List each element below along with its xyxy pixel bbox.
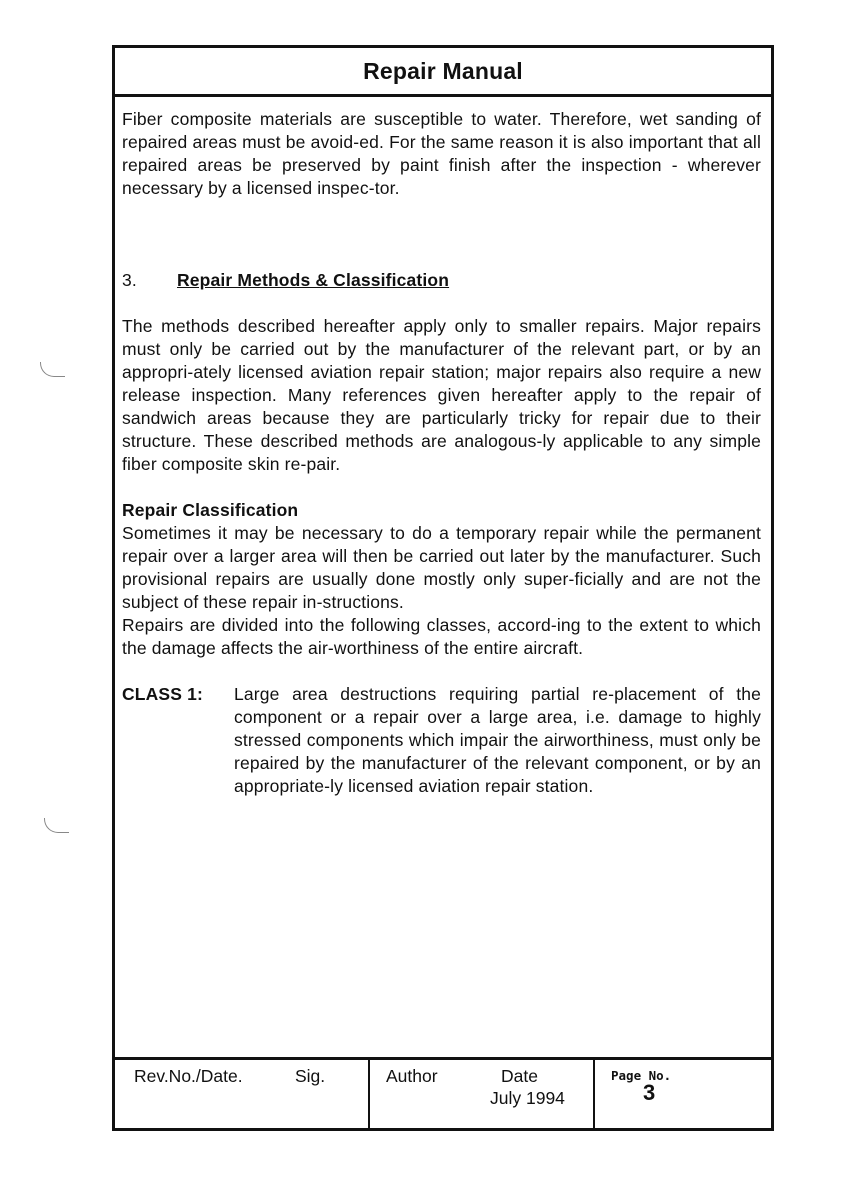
page-footer <box>115 1057 771 1128</box>
section-title: Repair Methods & Classification <box>177 270 450 290</box>
footer-author-cell <box>370 1060 595 1128</box>
page-header <box>115 48 771 97</box>
class-1-block <box>122 683 761 798</box>
page-content <box>122 108 761 798</box>
footer-page-cell <box>595 1060 771 1128</box>
date-label: Date <box>501 1066 538 1086</box>
page-title: Repair Manual <box>363 57 523 84</box>
section-heading <box>122 269 761 292</box>
section-number: 3. <box>122 270 137 290</box>
class-1-text: Large area destructions requiring partial re-placement of the component or a repair over a large area, i.e. damage to highly stressed components which impair the airworthiness, must only be repaired by the manufacturer of the relevant component, or by an appropriate-ly licensed aviation repair station. <box>234 684 761 796</box>
class-1-label: CLASS 1: <box>122 684 203 704</box>
page-number-label: Page No. <box>611 1068 672 1083</box>
rev-label: Rev.No./Date. <box>134 1066 243 1086</box>
classification-paragraph-1: Sometimes it may be necessary to do a temporary repair while the permanent repair over a larger area will then be carried out later by the manufacturer. Such provisional repairs are usually done mostly only super-ficially and are not the subject of these repair in-structions. <box>122 523 761 612</box>
punch-hole-mark <box>40 362 65 377</box>
manual-page-frame <box>112 45 774 1131</box>
punch-hole-mark <box>44 818 69 833</box>
methods-paragraph: The methods described hereafter apply only to smaller repairs. Major repairs must only be carried out by the manufacturer of the relevant part, or by an appropri-ately licensed aviation repair station; major repairs also require a new release inspection. Many references given hereafter apply to the repair of sandwich areas because they are particularly tricky for repair due to their structure. These described methods are analogous-ly applicable to any simple fiber composite skin re-pair. <box>122 316 761 474</box>
classification-heading: Repair Classification <box>122 500 299 520</box>
intro-paragraph: Fiber composite materials are susceptible to water. Therefore, wet sanding of repaired areas must be avoid-ed. For the same reason it is also important that all repaired areas be preserved by paint finish after the inspection - wherever necessary by a licensed inspec-tor. <box>122 109 761 198</box>
author-label: Author <box>386 1066 438 1086</box>
classification-paragraph-2: Repairs are divided into the following classes, accord-ing to the extent to which the damage affects the air-worthiness of the entire aircraft. <box>122 615 761 658</box>
footer-revision-cell <box>115 1060 370 1128</box>
page-number: 3 <box>643 1080 656 1105</box>
sig-label: Sig. <box>295 1066 326 1086</box>
date-value: July 1994 <box>490 1088 565 1108</box>
